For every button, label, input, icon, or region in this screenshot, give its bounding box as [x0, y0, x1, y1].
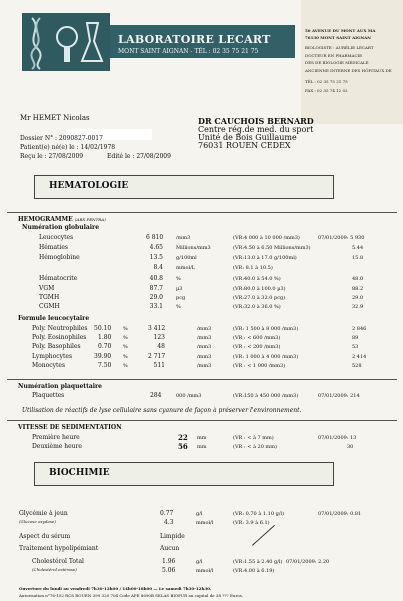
glycemie-value: 0.77	[160, 510, 174, 517]
table-pct: 50.10	[94, 325, 112, 332]
aspect-value: Limpide	[160, 533, 185, 540]
environment-note: Utilisation de réactifs de lyse cellulaire sans cyanure de façon à préserver l'environnement.	[22, 407, 302, 414]
table-unit: %	[176, 304, 181, 310]
table-label: Monocytes	[32, 362, 66, 369]
table-pct: 0.70	[98, 343, 112, 350]
cholesterol-method: (Cholestérol estérase)	[32, 567, 77, 572]
biochimie-title: BIOCHIMIE	[49, 468, 110, 478]
cholesterol-label: Cholestérol Total	[32, 558, 84, 565]
traitement-label: Traitement hypolipémiant	[19, 545, 99, 552]
table-unit: /mm3	[197, 335, 212, 341]
fax-line: FAX : 02 35 74 12 02	[305, 88, 348, 93]
biologist-line-3: DÉS DE BIOLOGIE MÉDICALE	[305, 60, 369, 65]
plaquettes-label: Plaquettes	[32, 392, 65, 399]
glycemie-label: Glycémie à jeun	[19, 510, 68, 517]
table-pct-unit: %	[123, 354, 128, 360]
table-pct-unit: %	[123, 363, 128, 369]
table-label: Lymphocytes	[32, 353, 73, 360]
plaquettes-title: Numération plaquettaire	[18, 383, 102, 390]
vs-prev: 07/01/2009: 13	[318, 435, 357, 441]
table-ref: (VR:27.0 à 32.0 pcg)	[233, 295, 286, 301]
footer-legal: Autorisation n°76-152 RCS ROUEN 399 320 704 Code APE 8690B SELAS BIOPUR au capital de 38 ??? Euros.	[19, 593, 244, 598]
table-value: 29.0	[149, 294, 163, 301]
table-ref: (VR : < 1 000 /mm3)	[233, 363, 286, 369]
traitement-value: Aucun	[160, 545, 180, 552]
aspect-label: Aspect du sérum	[19, 533, 71, 540]
signature-mark	[252, 525, 275, 546]
table-unit: /mm3	[197, 344, 212, 350]
table-label: TGMH	[39, 294, 60, 301]
table-unit: %	[176, 276, 181, 282]
table-value: 48	[157, 343, 165, 350]
table-pct: 7.50	[98, 362, 112, 369]
cholesterol-ref: (VR:1.55 à 2.40 g/l)	[233, 559, 283, 565]
vs-value: 56	[178, 442, 188, 451]
vs-ref: (VR : < à 20 mm)	[233, 444, 277, 450]
cholesterol-value-mmol: 5.06	[162, 567, 176, 574]
doctor-line-3: 76031 ROUEN CEDEX	[198, 141, 291, 150]
patient-name: Mr HEMET Nicolas	[20, 114, 90, 122]
table-pct: 1.80	[98, 334, 112, 341]
table-value: 40.8	[149, 275, 163, 282]
vs-ref: (VR : < à 7 mm)	[233, 435, 274, 441]
glycemie-unit-mmol: mmol/l	[196, 520, 214, 526]
table-value: 13.5	[149, 254, 163, 261]
table-unit: /mm3	[197, 354, 212, 360]
vs-label: Deuxième heure	[32, 443, 82, 450]
table-value: 8.4	[153, 264, 163, 271]
table-prev: 53	[352, 344, 359, 350]
plaquettes-value: 284	[150, 392, 162, 399]
table-unit: /mm3	[176, 235, 191, 241]
vs-unit: mm	[197, 444, 207, 450]
table-label: Hématies	[39, 244, 69, 251]
table-label: Hématocrite	[39, 275, 78, 282]
received-date: Reçu le : 27/08/2009	[20, 153, 84, 160]
cholesterol-ref-mmol: (VR:4.00 à 6.19)	[233, 568, 275, 574]
table-value: 511	[153, 362, 165, 369]
table-ref: (VR:13.0 à 17.0 g/100ml)	[233, 255, 297, 261]
plaquettes-ref: (VR:150 à 450 000 /mm3)	[233, 393, 299, 399]
table-value: 123	[153, 334, 165, 341]
glycemie-ref-mmol: (VR: 3.9 à 6.1)	[233, 520, 270, 526]
table-prev: 88.2	[352, 286, 364, 292]
table-prev: 89	[352, 335, 359, 341]
table-value: 6 810	[146, 234, 164, 241]
vs-label: Première heure	[32, 434, 80, 441]
lab-subtitle: MONT SAINT AIGNAN - TÉL : 02 35 75 21 75	[118, 48, 259, 55]
address-line-2: 76130 MONT SAINT AIGNAN	[305, 35, 371, 40]
table-ref: (VR:40.0 à 54.0 %)	[233, 276, 281, 282]
table-pct-unit: %	[123, 335, 128, 341]
table-unit: mmol/L	[176, 265, 196, 271]
hematologie-header	[34, 175, 334, 199]
cholesterol-value: 1.96	[162, 558, 176, 565]
table-prev: 07/01/2009: 5 930	[318, 235, 365, 241]
table-pct-unit: %	[123, 344, 128, 350]
doctor-name: DR CAUCHOIS BERNARD	[198, 116, 314, 126]
table-prev: 2 414	[352, 354, 367, 360]
table-prev: 528	[352, 363, 362, 369]
biologist-line-4: ANCIENNE INTERNE DES HÔPITAUX DE	[305, 68, 392, 73]
table-prev: 5.44	[352, 245, 364, 251]
table-value: 33.1	[149, 303, 163, 310]
table-value: 2 717	[148, 353, 166, 360]
glycemie-unit: g/l	[196, 511, 203, 517]
table-pct: 39.90	[94, 353, 112, 360]
table-prev: 29.0	[352, 295, 364, 301]
dna-microscope-icon	[22, 13, 110, 71]
divider	[7, 379, 397, 380]
glycemie-method: (Glucose oxydase)	[19, 519, 56, 524]
numeration-title: Numération globulaire	[22, 224, 100, 231]
divider	[7, 420, 397, 421]
vs-value: 22	[178, 433, 188, 442]
doctor-line-2: Unité de Bois Guillaume	[198, 133, 297, 142]
table-ref: (VR:80.0 à 100.0 µ3)	[233, 286, 286, 292]
birth-date: Patient(e) né(e) le : 14/02/1978	[20, 144, 116, 151]
laboratory-logo	[22, 13, 110, 71]
table-value: 4.65	[149, 244, 163, 251]
table-ref: (VR:4.50 à 6.50 Millions/mm3)	[233, 245, 311, 251]
table-label: CGMH	[39, 303, 60, 310]
table-label: VGM	[39, 285, 55, 292]
glycemie-ref: (VR: 0.70 à 1.10 g/l)	[233, 511, 285, 517]
doctor-line-1: Centre rég.de med. du sport	[198, 125, 314, 134]
vs-title: VITESSE DE SEDIMENTATION	[18, 424, 122, 431]
table-value: 87.7	[149, 285, 163, 292]
cholesterol-unit: g/l	[196, 559, 203, 565]
table-prev: 48.0	[352, 276, 364, 282]
divider	[7, 212, 397, 213]
edited-date: Edité le : 27/08/2009	[107, 153, 171, 160]
table-ref: (VR: 1 000 à 4 000 /mm3)	[233, 354, 299, 360]
table-ref: (VR: 1 500 à 8 000 /mm3)	[233, 326, 299, 332]
tel-line: TÉL : 02 35 75 21 75	[305, 79, 348, 84]
hematologie-title: HEMATOLOGIE	[49, 181, 129, 191]
formule-title: Formule leucocytaire	[18, 315, 90, 322]
hemogramme-method: (ABX PENTRA)	[75, 217, 106, 222]
table-label: Poly. Basophiles	[32, 343, 81, 350]
table-ref: (VR: 8.1 à 10.5)	[233, 265, 273, 271]
table-unit: pcg	[176, 295, 186, 301]
table-unit: µ3	[176, 286, 183, 292]
table-ref: (VR : < 600 /mm3)	[233, 335, 281, 341]
hemogramme-title: HEMOGRAMME	[18, 216, 73, 223]
table-ref: (VR:4 000 à 10 000 /mm3)	[233, 235, 300, 241]
glycemie-prev: 07/01/2009: 0.81	[318, 511, 362, 517]
footer-hours: Ouverture du lundi au vendredi 7h30-12h00 / 14h00-18h00 — Le samedi 7h30-12h30.	[19, 586, 212, 591]
biochimie-header	[34, 462, 334, 486]
table-label: Leucocytes	[39, 234, 74, 241]
biologist-line-1: BIOLOGISTE : AURÉLIE LECART	[305, 45, 374, 50]
table-unit: g/100ml	[176, 255, 197, 261]
biologist-line-2: DOCTEUR EN PHARMACIE	[305, 53, 363, 58]
plaquettes-unit: 000 /mm3	[176, 393, 202, 399]
vs-unit: mm	[197, 435, 207, 441]
table-label: Hémoglobine	[39, 254, 80, 261]
vs-prev: 30	[347, 444, 354, 450]
glycemie-value-mmol: 4.3	[164, 519, 174, 526]
plaquettes-prev: 07/01/2009: 214	[318, 393, 360, 399]
lab-name: LABORATOIRE LECART	[118, 33, 271, 46]
table-unit: Millions/mm3	[176, 245, 211, 251]
cholesterol-unit-mmol: mmol/l	[196, 568, 214, 574]
dossier: Dossier N° : 2090827-0017	[20, 135, 103, 142]
table-prev: 15.8	[352, 255, 364, 261]
table-prev: 32.9	[352, 304, 364, 310]
address-line-1: 50 AVENUE DU MONT AUX MA	[305, 28, 376, 33]
table-unit: /mm3	[197, 363, 212, 369]
table-label: Poly. Eosinophiles	[32, 334, 87, 341]
table-pct-unit: %	[123, 326, 128, 332]
table-ref: (VR : < 200 /mm3)	[233, 344, 281, 350]
table-unit: /mm3	[197, 326, 212, 332]
table-label: Poly. Neutrophiles	[32, 325, 88, 332]
cholesterol-prev: 07/01/2009: 2.20	[286, 559, 330, 565]
table-value: 3 412	[148, 325, 166, 332]
table-prev: 2 846	[352, 326, 367, 332]
table-ref: (VR:32.0 à 36.0 %)	[233, 304, 281, 310]
